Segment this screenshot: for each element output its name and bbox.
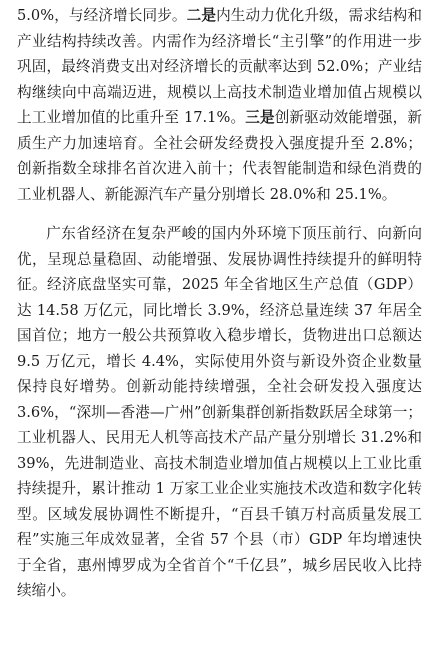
point-three-marker: 三是	[245, 109, 275, 126]
paragraph-1-sentence-1: 5.0%，与经济增长同步。	[17, 7, 187, 24]
point-two-marker: 二是	[186, 7, 217, 24]
paragraph-1-sentence-2: 内生动力优化升级，需求结构和产业结构持续改善。内需作为经济增长“主引擎”的作用进一步巩固，最终消费支出对经济增长的贡献率达到 52.0%；产业结构继续向中高端迈进，规模以上高技术制造业增加值占规模以上工业增加值的比重升至 17.1%。	[17, 7, 422, 126]
paragraph-2: 广东省经济在复杂严峻的国内外环境下顶压前行、向新向优，呈现总量稳固、动能增强、发展协调性持续提升的鲜明特征。经济底盘坚实可靠，2025 年全省地区生产总值（GDP）达 14.58 万亿元，同比增长 3.9%，经济总量连续 37 年居全国首位；地方一般公共预算收入稳步增长，货物进出口总额达 9.5 万亿元，增长 4.4%，实际使用外资与新设外资企业数量保持良好增势。创新动能持续增强，全社会研发投入强度达 3.6%，“深圳—香港—广州”创新集群创新指数跃居全球第一；工业机器人、民用无人机等高技术产品产量分别增长 31.2%和 39%，先进制造业、高技术制造业增加值占规模以上工业比重持续提升，累计推动 1 万家工业企业实施技术改造和数字化转型。区域发展协调性不断提升，“百县千镇万村高质量发展工程”实施三年成效显著，全省 57 个县（市）GDP 年均增速快于全省，惠州博罗成为全省首个“千亿县”，城乡居民收入比持续缩小。	[17, 225, 422, 599]
paragraph-1-sentence-3: 创新驱动效能增强，新质生产力加速培育。全社会研发经费投入强度提升至 2.8%；创新指数全球排名首次进入前十；代表智能制造和绿色消费的工业机器人、新能源汽车产量分别增长 28.0%和 25.1%。	[17, 109, 422, 203]
paragraph-1	[17, 3, 422, 207]
